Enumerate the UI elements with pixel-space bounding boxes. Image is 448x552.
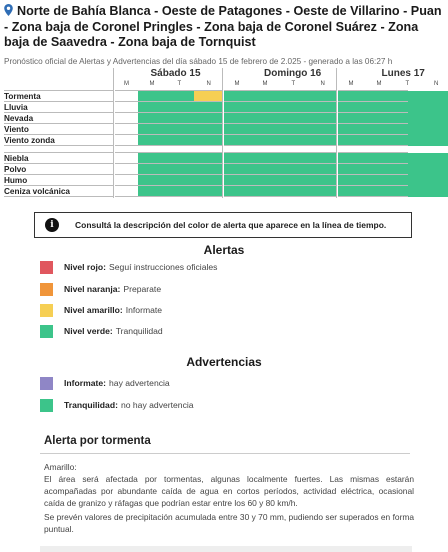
row-label: Tormenta bbox=[4, 92, 41, 101]
header bbox=[4, 4, 444, 67]
yellow-swatch bbox=[40, 304, 53, 317]
alerta-desc: Informate bbox=[125, 305, 163, 315]
row-divider bbox=[4, 185, 408, 186]
advertencia-label: Tranquilidad: bbox=[64, 400, 118, 410]
alerta-label: Nivel verde: bbox=[64, 326, 113, 336]
period-label: N bbox=[320, 81, 325, 87]
red-swatch bbox=[40, 261, 53, 274]
alerta-item bbox=[40, 303, 162, 317]
period-label: T bbox=[177, 81, 182, 87]
period-label: T bbox=[291, 81, 296, 87]
alertas-title: Alertas bbox=[203, 243, 245, 257]
period-label: T bbox=[405, 81, 410, 87]
page-subtitle: Pronóstico oficial de Alertas y Advertencias del día sábado 15 de febrero de 2.025 - generado a las 06:27 h bbox=[4, 56, 393, 66]
alerta-label: Nivel amarillo: bbox=[64, 305, 123, 315]
timeline-cell bbox=[422, 124, 448, 135]
row-label: Polvo bbox=[4, 165, 27, 174]
info-banner bbox=[34, 212, 412, 238]
row-label: Lluvia bbox=[4, 103, 28, 112]
alerta-desc: Preparate bbox=[123, 284, 162, 294]
alerta-desc: Seguí instrucciones oficiales bbox=[109, 262, 218, 272]
row-label: Nevada bbox=[4, 114, 34, 123]
period-label: M bbox=[149, 81, 155, 87]
row-divider bbox=[4, 163, 408, 164]
page-title-text: Norte de Bahía Blanca - Oeste de Patagones - Oeste de Villarino - Puan - Zona baja de Coronel Pringles - Zona baja de Coronel Suárez - Zona baja de Saavedra - Zona baja de Tornquist bbox=[4, 4, 442, 49]
period-label: N bbox=[206, 81, 211, 87]
info-icon: i bbox=[45, 218, 59, 232]
map-pin-icon bbox=[4, 4, 13, 16]
green-swatch bbox=[40, 399, 53, 412]
row-divider bbox=[4, 196, 408, 197]
storm-alert-description bbox=[44, 474, 414, 536]
period-label: M bbox=[234, 81, 240, 87]
advertencias-title: Advertencias bbox=[186, 355, 262, 369]
row-label: Viento zonda bbox=[4, 136, 55, 145]
alerta-item bbox=[40, 324, 163, 338]
row-divider bbox=[4, 152, 408, 153]
storm-paragraph: El área será afectada por tormentas, algunas localmente fuertes. Las mismas estarán acompañadas por abundante caída de agua en cortos períodos, actividad eléctrica, ocasional caída de granizo y ráfagas que podrían estar entre los 60 y 80 km/h. bbox=[44, 474, 414, 508]
alerta-label: Nivel rojo: bbox=[64, 262, 107, 272]
day-header: Sábado 15 bbox=[150, 68, 201, 79]
period-label: M bbox=[124, 81, 129, 87]
row-divider bbox=[4, 174, 408, 175]
orange-swatch bbox=[40, 283, 53, 296]
timeline-cell bbox=[422, 91, 448, 102]
period-label: M bbox=[348, 81, 354, 87]
day-divider bbox=[113, 68, 115, 198]
green-swatch bbox=[40, 325, 53, 338]
row-divider bbox=[4, 112, 408, 113]
row-divider bbox=[4, 123, 408, 124]
day-header: Lunes 17 bbox=[381, 68, 425, 79]
timeline-cell bbox=[422, 175, 448, 186]
day-divider bbox=[222, 68, 224, 198]
period-label: M bbox=[376, 81, 382, 87]
timeline-cell bbox=[422, 135, 448, 146]
bottom-panel bbox=[40, 546, 412, 552]
storm-alert-title: Alerta por tormenta bbox=[44, 435, 151, 447]
timeline-cell bbox=[422, 164, 448, 175]
alerta-item bbox=[40, 260, 217, 274]
page-title bbox=[4, 4, 444, 51]
row-divider bbox=[4, 101, 408, 102]
advertencia-desc: hay advertencia bbox=[109, 378, 170, 388]
timeline-cell bbox=[422, 186, 448, 197]
row-label: Humo bbox=[4, 176, 28, 185]
info-banner-text: Consultá la descripción del color de alerta que aparece en la línea de tiempo. bbox=[75, 220, 387, 230]
period-label: N bbox=[434, 81, 439, 87]
period-label: M bbox=[262, 81, 268, 87]
row-divider bbox=[4, 90, 408, 91]
divider bbox=[40, 453, 410, 454]
alerta-desc: Tranquilidad bbox=[115, 326, 163, 336]
timeline-cell bbox=[422, 153, 448, 164]
timeline-cell bbox=[422, 102, 448, 113]
day-header: Domingo 16 bbox=[264, 68, 322, 79]
timeline-cell bbox=[422, 113, 448, 124]
storm-paragraph: Se prevén valores de precipitación acumulada entre 30 y 70 mm, pudiendo ser superados en forma puntual. bbox=[44, 512, 414, 535]
storm-alert-level: Amarillo: bbox=[44, 462, 77, 472]
alerta-label: Nivel naranja: bbox=[64, 284, 121, 294]
alerta-item bbox=[40, 282, 161, 296]
advertencia-item bbox=[40, 376, 170, 390]
row-label: Ceniza volcánica bbox=[4, 187, 70, 196]
row-divider bbox=[4, 134, 408, 135]
row-divider bbox=[4, 145, 408, 146]
purple-swatch bbox=[40, 377, 53, 390]
row-label: Viento bbox=[4, 125, 29, 134]
day-divider bbox=[336, 68, 338, 198]
advertencia-item bbox=[40, 398, 194, 412]
row-label: Niebla bbox=[4, 154, 29, 163]
advertencia-label: Informate: bbox=[64, 378, 107, 388]
advertencia-desc: no hay advertencia bbox=[120, 400, 194, 410]
